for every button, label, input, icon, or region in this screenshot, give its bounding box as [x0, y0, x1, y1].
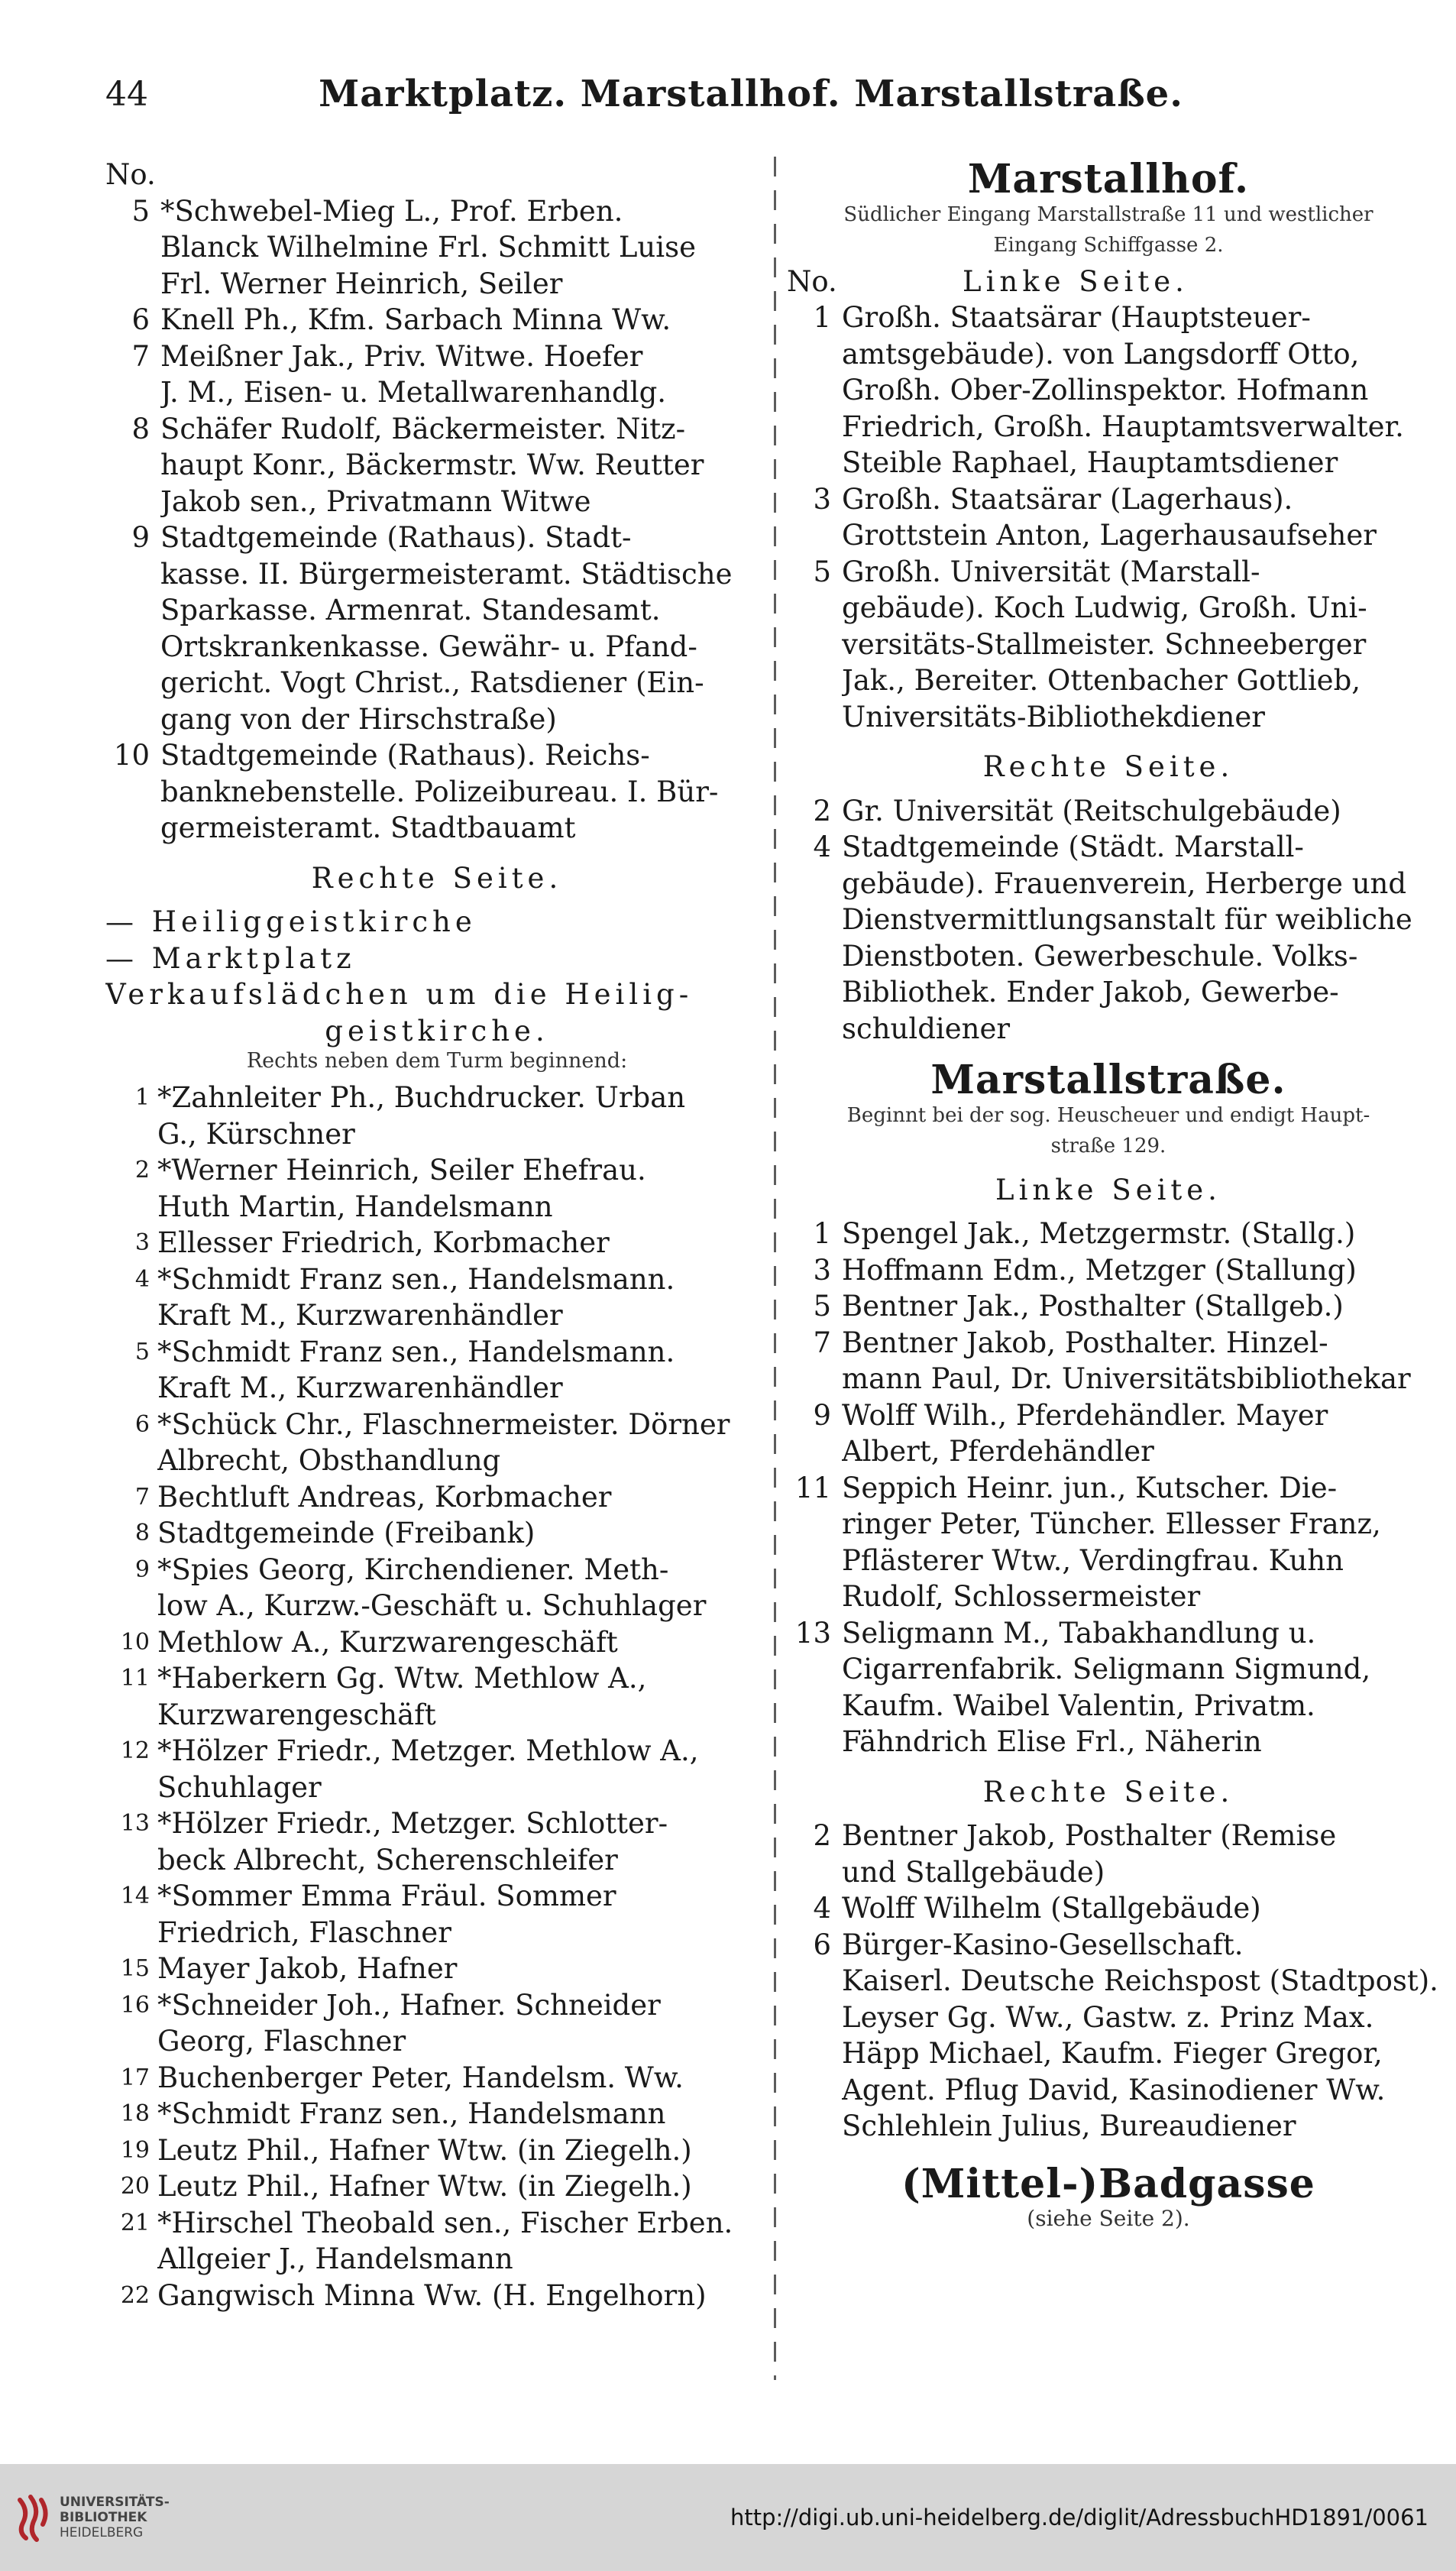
badgasse-title: (Mittel-)Badgasse — [901, 2160, 1315, 2207]
list-item — [787, 1927, 1438, 2145]
list-item — [105, 1987, 768, 2060]
list-item — [787, 554, 1430, 736]
entry-line: gebäude). Koch Ludwig, Großh. Uni- — [842, 591, 1367, 624]
list-item — [105, 1261, 768, 1334]
entry-body — [842, 481, 1430, 554]
list-item — [105, 2096, 768, 2132]
entry-number: 6 — [131, 303, 150, 336]
entry-line: Ellesser Friedrich, Korbmacher — [157, 1226, 610, 1259]
entry-line: G., Kürschner — [157, 1117, 355, 1151]
entry-number: 11 — [794, 1471, 831, 1504]
entry-line: J. M., Eisen- u. Metallwarenhandlg. — [160, 376, 667, 409]
right-side-label: Rechte Seite. — [311, 861, 563, 895]
entry-line: Fähndrich Elise Frl., Näherin — [842, 1725, 1262, 1758]
entry-body — [157, 1733, 768, 1805]
entry-body — [157, 2278, 768, 2314]
entry-number: 12 — [120, 1737, 150, 1764]
list-item — [105, 1407, 768, 1479]
list-item — [105, 520, 768, 737]
column-divider — [774, 157, 776, 2380]
entry-number: 15 — [120, 1955, 150, 1982]
entry-body — [157, 1552, 768, 1624]
entry-number: 9 — [131, 521, 150, 554]
entry-number: 9 — [813, 1398, 831, 1432]
entry-line: Leutz Phil., Hafner Wtw. (in Ziegelh.) — [157, 2170, 692, 2203]
marstallstrasse-left-entries — [787, 1216, 1430, 1760]
entry-line: Albert, Pferdehändler — [842, 1435, 1154, 1468]
entry-body — [157, 1805, 768, 1878]
entry-number: 13 — [120, 1810, 150, 1837]
entry-line: kasse. II. Bürgermeisteramt. Städtische — [160, 557, 733, 591]
entry-body — [157, 1225, 768, 1261]
entry-number: 19 — [120, 2136, 150, 2164]
entry-line: Häpp Michael, Kaufm. Fieger Gregor, — [842, 2037, 1383, 2070]
no-label: No. — [787, 264, 837, 298]
entry-body — [157, 2205, 768, 2278]
entry-number: 11 — [120, 1665, 150, 1692]
marstallhof-left-entries — [787, 300, 1430, 735]
entry-line: *Hölzer Friedr., Metzger. Schlotter- — [157, 1807, 668, 1840]
list-item — [105, 2168, 768, 2205]
entry-line: Gr. Universität (Reitschulgebäude) — [842, 794, 1341, 827]
list-item — [105, 1552, 768, 1624]
entry-body — [842, 829, 1430, 1047]
entry-line: Seligmann M., Tabakhandlung u. — [842, 1616, 1316, 1650]
entry-line: Kraft M., Kurzwarenhändler — [157, 1299, 563, 1332]
entry-line: Gangwisch Minna Ww. (H. Engelhorn) — [157, 2278, 707, 2312]
entry-number: 7 — [131, 339, 150, 373]
list-item — [787, 1288, 1430, 1325]
entry-number: 17 — [120, 2064, 150, 2091]
logo-line: BIBLIOTHEK — [60, 2510, 147, 2525]
entry-line: Bentner Jakob, Posthalter (Remise — [842, 1819, 1337, 1852]
entry-line: Hoffmann Edm., Metzger (Stallung) — [842, 1253, 1357, 1287]
entry-body — [157, 1987, 768, 2060]
entry-line: Allgeier J., Handelsmann — [157, 2242, 513, 2275]
entry-body — [842, 1615, 1430, 1760]
marstallhof-title: Marstallhof. — [967, 156, 1250, 202]
left-column — [105, 157, 768, 2314]
entry-line: Großh. Staatsärar (Lagerhaus). — [842, 482, 1293, 516]
stalls-note: Rechts neben dem Turm beginnend: — [246, 1049, 628, 1073]
entry-line: Mayer Jakob, Hafner — [157, 1952, 458, 1985]
marstallstrasse-subtitle-1: Beginnt bei der sog. Heuscheuer und endigt Haupt- — [846, 1103, 1370, 1127]
entry-body — [842, 1890, 1430, 1927]
entry-line: Großh. Universität (Marstall- — [842, 555, 1260, 588]
entry-line: *Schück Chr., Flaschnermeister. Dörner — [157, 1407, 730, 1441]
entry-line: Stadtgemeinde (Rathaus). Reichs- — [160, 739, 650, 772]
entry-number: 7 — [134, 1483, 150, 1511]
list-item — [105, 302, 768, 338]
entry-line: haupt Konr., Bäckermstr. Ww. Reutter — [160, 448, 704, 481]
entry-number: 5 — [813, 1290, 831, 1323]
entry-line: Stadtgemeinde (Städt. Marstall- — [842, 831, 1304, 863]
entry-line: Stadtgemeinde (Rathaus). Stadt- — [160, 521, 632, 554]
entry-line: Friedrich, Großh. Hauptamtsverwalter. — [842, 410, 1404, 443]
entry-line: Buchenberger Peter, Handelsm. Ww. — [157, 2061, 684, 2094]
right-column — [787, 156, 1438, 2237]
library-logo — [15, 2492, 170, 2543]
entry-line: *Schmidt Franz sen., Handelsmann — [157, 2097, 666, 2130]
entry-line: banknebenstelle. Polizeibureau. I. Bür- — [160, 775, 719, 808]
entry-body — [842, 1818, 1430, 1890]
source-url-link[interactable]: http://digi.ub.uni-heidelberg.de/diglit/AdressbuchHD1891/0061 — [730, 2505, 1428, 2531]
entry-number: 21 — [120, 2209, 150, 2236]
entry-body — [842, 554, 1430, 736]
entry-line: ringer Peter, Tüncher. Ellesser Franz, — [842, 1507, 1381, 1540]
list-item — [105, 1515, 768, 1552]
entry-number: 5 — [131, 194, 150, 228]
entry-line: Agent. Pflug David, Kasinodiener Ww. — [842, 2073, 1386, 2106]
entry-number: 2 — [134, 1157, 150, 1184]
entry-line: Kraft M., Kurzwarenhändler — [157, 1371, 563, 1404]
list-item — [105, 2132, 768, 2169]
ms-right-side-label: Rechte Seite. — [982, 1775, 1234, 1808]
entry-line: Cigarrenfabrik. Seligmann Sigmund, — [842, 1653, 1371, 1685]
entry-line: Albrecht, Obsthandlung — [157, 1444, 501, 1477]
footer-bar — [0, 2464, 1456, 2571]
entry-line: *Schmidt Franz sen., Handelsmann. — [157, 1262, 675, 1296]
entry-body — [842, 300, 1430, 481]
list-item — [787, 829, 1430, 1047]
entry-number: 5 — [813, 555, 831, 588]
entry-body — [157, 2060, 768, 2097]
entry-number: 9 — [134, 1556, 150, 1583]
entry-line: Jakob sen., Privatmann Witwe — [160, 484, 591, 518]
entry-line: *Haberkern Gg. Wtw. Methlow A., — [157, 1662, 647, 1695]
entry-line: Schäfer Rudolf, Bäckermeister. Nitz- — [160, 412, 686, 445]
entry-body — [157, 1660, 768, 1733]
list-item — [105, 338, 768, 411]
entry-line: Großh. Staatsärar (Hauptsteuer- — [842, 301, 1311, 334]
entry-line: Blanck Wilhelmine Frl. Schmitt Luise — [160, 231, 696, 264]
entry-number: 1 — [134, 1084, 150, 1111]
list-item — [787, 1216, 1430, 1252]
entry-number: 10 — [113, 739, 150, 772]
entry-number: 16 — [120, 1991, 150, 2019]
entry-line: Methlow A., Kurzwarengeschäft — [157, 1625, 618, 1659]
entry-body — [842, 1927, 1438, 2145]
entry-line: gang von der Hirschstraße) — [160, 702, 557, 736]
entry-line: Dienstvermittlungsanstalt für weibliche — [842, 903, 1412, 936]
entry-line: Bibliothek. Ender Jakob, Gewerbe- — [842, 976, 1339, 1009]
entry-line: versitäts-Stallmeister. Schneeberger — [842, 627, 1367, 661]
entry-line: Wolff Wilh., Pferdehändler. Mayer — [842, 1398, 1328, 1432]
entry-number: 10 — [120, 1628, 150, 1656]
no-label: No. — [105, 158, 156, 191]
list-item — [787, 1252, 1430, 1289]
entry-line: *Spies Georg, Kirchendiener. Meth- — [157, 1553, 669, 1586]
entry-body — [157, 2132, 768, 2169]
entry-number: 2 — [813, 794, 831, 827]
entry-body — [157, 1515, 768, 1552]
entry-line: low A., Kurzw.-Geschäft u. Schuhlager — [157, 1589, 707, 1622]
entry-line: Steible Raphael, Hauptamtsdiener — [842, 446, 1338, 479]
list-item — [105, 1225, 768, 1261]
list-item — [787, 300, 1430, 481]
entry-line: gebäude). Frauenverein, Herberge und — [842, 866, 1407, 900]
list-item — [105, 1733, 768, 1805]
entry-line: Leyser Gg. Ww., Gastw. z. Prinz Max. — [842, 2000, 1374, 2034]
stalls-heading: Verkaufslädchen um die Heilig- — [105, 978, 694, 1011]
marstallstrasse-right-entries — [787, 1818, 1438, 2145]
list-item — [105, 1951, 768, 1987]
entry-line: Bentner Jakob, Posthalter. Hinzel- — [842, 1326, 1328, 1359]
list-item — [105, 1334, 768, 1407]
entry-number: 18 — [120, 2100, 150, 2127]
entry-body — [157, 1080, 768, 1152]
entry-body — [157, 1407, 768, 1479]
entry-line: Bürger-Kasino-Gesellschaft. — [842, 1928, 1244, 1961]
list-item — [105, 1479, 768, 1516]
list-item — [105, 2205, 768, 2278]
list-item — [787, 793, 1430, 830]
entry-line: Bentner Jak., Posthalter (Stallgeb.) — [842, 1290, 1344, 1323]
entry-line: Kaufm. Waibel Valentin, Privatm. — [842, 1689, 1315, 1722]
entry-line: Dienstboten. Gewerbeschule. Volks- — [842, 939, 1358, 973]
entry-body — [842, 1252, 1430, 1289]
page-header — [105, 67, 1404, 121]
entry-line: *Schwebel-Mieg L., Prof. Erben. — [160, 194, 623, 228]
entry-body — [160, 737, 768, 847]
entry-line: Grottstein Anton, Lagerhausaufseher — [842, 519, 1377, 552]
badgasse-note: (siehe Seite 2). — [1027, 2206, 1190, 2231]
entry-line: *Werner Heinrich, Seiler Ehefrau. — [157, 1154, 646, 1187]
logo-line: UNIVERSITÄTS- — [60, 2495, 170, 2510]
ms-left-side-label: Linke Seite. — [995, 1173, 1221, 1206]
list-item — [105, 2278, 768, 2314]
list-item — [787, 1818, 1430, 1890]
entry-line: Georg, Flaschner — [157, 2025, 406, 2058]
list-item — [105, 1660, 768, 1733]
entry-line: Friedrich, Flaschner — [157, 1915, 451, 1949]
entry-line: *Schmidt Franz sen., Handelsmann. — [157, 1335, 675, 1368]
entry-body — [842, 793, 1430, 830]
entry-number: 8 — [134, 1520, 150, 1546]
entry-line: Kurzwarengeschäft — [157, 1698, 436, 1731]
entry-line: Jak., Bereiter. Ottenbacher Gottlieb, — [842, 664, 1361, 697]
entry-number: 13 — [794, 1616, 831, 1650]
entry-body — [160, 302, 768, 338]
entry-line: Stadtgemeinde (Freibank) — [157, 1517, 535, 1549]
entry-line: *Hölzer Friedr., Metzger. Methlow A., — [157, 1734, 699, 1767]
entry-number: 6 — [134, 1410, 150, 1438]
entry-body — [157, 1334, 768, 1407]
list-item — [105, 1080, 768, 1152]
entry-line: und Stallgebäude) — [842, 1855, 1105, 1889]
entry-number: 8 — [131, 412, 150, 445]
entry-number: 3 — [813, 482, 831, 516]
logo-line: HEIDELBERG — [60, 2525, 144, 2540]
marstallstrasse-title: Marstallstraße. — [930, 1057, 1286, 1103]
entry-body — [157, 1152, 768, 1225]
marktplatz-entries — [105, 193, 768, 847]
entry-line: Sparkasse. Armenrat. Standesamt. — [160, 594, 661, 627]
dash-line: — Heiliggeistkirche — [105, 905, 477, 938]
entry-body — [842, 1470, 1430, 1615]
marstallhof-subtitle-1: Südlicher Eingang Marstallstraße 11 und westlicher — [843, 202, 1373, 226]
entry-body — [157, 1624, 768, 1661]
list-item — [105, 737, 768, 847]
entry-number: 14 — [120, 1883, 150, 1909]
entry-body — [160, 193, 768, 303]
marstallhof-right-entries — [787, 793, 1430, 1048]
entry-number: 2 — [813, 1819, 831, 1852]
entry-number: 3 — [813, 1253, 831, 1287]
entry-body — [157, 2168, 768, 2205]
entry-line: Kaiserl. Deutsche Reichspost (Stadtpost). — [842, 1964, 1438, 1997]
list-item — [787, 1470, 1430, 1615]
entry-number: 1 — [813, 301, 831, 334]
entry-line: Universitäts-Bibliothekdiener — [842, 700, 1265, 733]
entry-body — [157, 1878, 768, 1951]
entry-number: 22 — [120, 2281, 150, 2309]
entry-body — [842, 1288, 1430, 1325]
entry-line: germeisteramt. Stadtbauamt — [160, 811, 576, 844]
entry-line: *Hirschel Theobald sen., Fischer Erben. — [157, 2206, 733, 2239]
entry-number: 4 — [813, 1892, 831, 1925]
entry-line: Frl. Werner Heinrich, Seiler — [160, 267, 563, 300]
list-item — [787, 1615, 1430, 1760]
dash-line: — Marktplatz — [105, 941, 356, 975]
entry-body — [157, 1479, 768, 1516]
left-side-label: Linke Seite. — [963, 264, 1189, 298]
entry-body — [842, 1216, 1430, 1252]
list-item — [105, 1805, 768, 1878]
entry-line: *Schneider Joh., Hafner. Schneider — [157, 1988, 661, 2022]
entry-line: Spengel Jak., Metzgermstr. (Stallg.) — [842, 1217, 1356, 1250]
right-side-label: Rechte Seite. — [982, 750, 1234, 783]
entry-number: 6 — [813, 1928, 831, 1961]
entry-number: 1 — [813, 1217, 831, 1250]
list-item — [787, 1397, 1430, 1470]
entry-body — [157, 2096, 768, 2132]
list-item — [105, 1152, 768, 1225]
entry-line: amtsgebäude). von Langsdorff Otto, — [842, 337, 1360, 371]
library-seal-icon — [15, 2492, 50, 2543]
entry-line: Rudolf, Schlossermeister — [842, 1580, 1201, 1613]
entry-line: Großh. Ober-Zollinspektor. Hofmann — [842, 374, 1369, 406]
entry-line: Wolff Wilhelm (Stallgebäude) — [842, 1892, 1261, 1925]
marstallhof-subtitle-2: Eingang Schiffgasse 2. — [993, 233, 1224, 257]
entry-line: Schuhlager — [157, 1770, 322, 1804]
entry-number: 4 — [134, 1265, 150, 1293]
entry-line: mann Paul, Dr. Universitätsbibliothekar — [842, 1362, 1411, 1395]
list-item — [105, 1624, 768, 1661]
entry-body — [157, 1261, 768, 1334]
entry-number: 3 — [134, 1229, 150, 1256]
list-item — [787, 1325, 1430, 1397]
entry-line: beck Albrecht, Scherenschleifer — [157, 1843, 618, 1876]
entry-body — [842, 1325, 1430, 1397]
entry-line: Seppich Heinr. jun., Kutscher. Die- — [842, 1471, 1338, 1504]
list-item — [105, 411, 768, 520]
stalls-list — [105, 1080, 768, 2314]
entry-line: Bechtluft Andreas, Korbmacher — [157, 1480, 612, 1514]
entry-number: 20 — [120, 2173, 150, 2200]
entry-line: Meißner Jak., Priv. Witwe. Hoefer — [160, 339, 643, 373]
entry-line: *Zahnleiter Ph., Buchdrucker. Urban — [157, 1081, 686, 1114]
entry-line: Leutz Phil., Hafner Wtw. (in Ziegelh.) — [157, 2133, 692, 2167]
entry-number: 7 — [813, 1326, 831, 1359]
entry-line: Pflästerer Wtw., Verdingfrau. Kuhn — [842, 1543, 1344, 1577]
entry-line: Huth Martin, Handelsmann — [157, 1190, 553, 1223]
list-item — [105, 1878, 768, 1951]
entry-line: schuldiener — [842, 1012, 1011, 1045]
entry-line: Schlehlein Julius, Bureaudiener — [842, 2110, 1296, 2142]
entry-body — [842, 1397, 1430, 1470]
list-item — [787, 1890, 1430, 1927]
entry-line: gericht. Vogt Christ., Ratsdiener (Ein- — [160, 666, 704, 699]
entry-body — [157, 1951, 768, 1987]
list-item — [105, 193, 768, 303]
list-item — [105, 2060, 768, 2097]
entry-line: Ortskrankenkasse. Gewähr- u. Pfand- — [160, 630, 697, 663]
list-item — [787, 481, 1430, 554]
entry-number: 5 — [134, 1338, 150, 1365]
marstallstrasse-subtitle-2: straße 129. — [1050, 1134, 1166, 1158]
running-title: Marktplatz. Marstallhof. Marstallstraße. — [319, 73, 1183, 115]
stalls-heading-cont: geistkirche. — [325, 1014, 549, 1048]
entry-line: Knell Ph., Kfm. Sarbach Minna Ww. — [160, 303, 671, 336]
entry-number: 4 — [813, 831, 831, 863]
page-number: 44 — [105, 74, 148, 114]
entry-body — [160, 411, 768, 520]
entry-body — [160, 520, 768, 737]
entry-line: *Sommer Emma Fräul. Sommer — [157, 1880, 616, 1912]
entry-body — [160, 338, 768, 411]
